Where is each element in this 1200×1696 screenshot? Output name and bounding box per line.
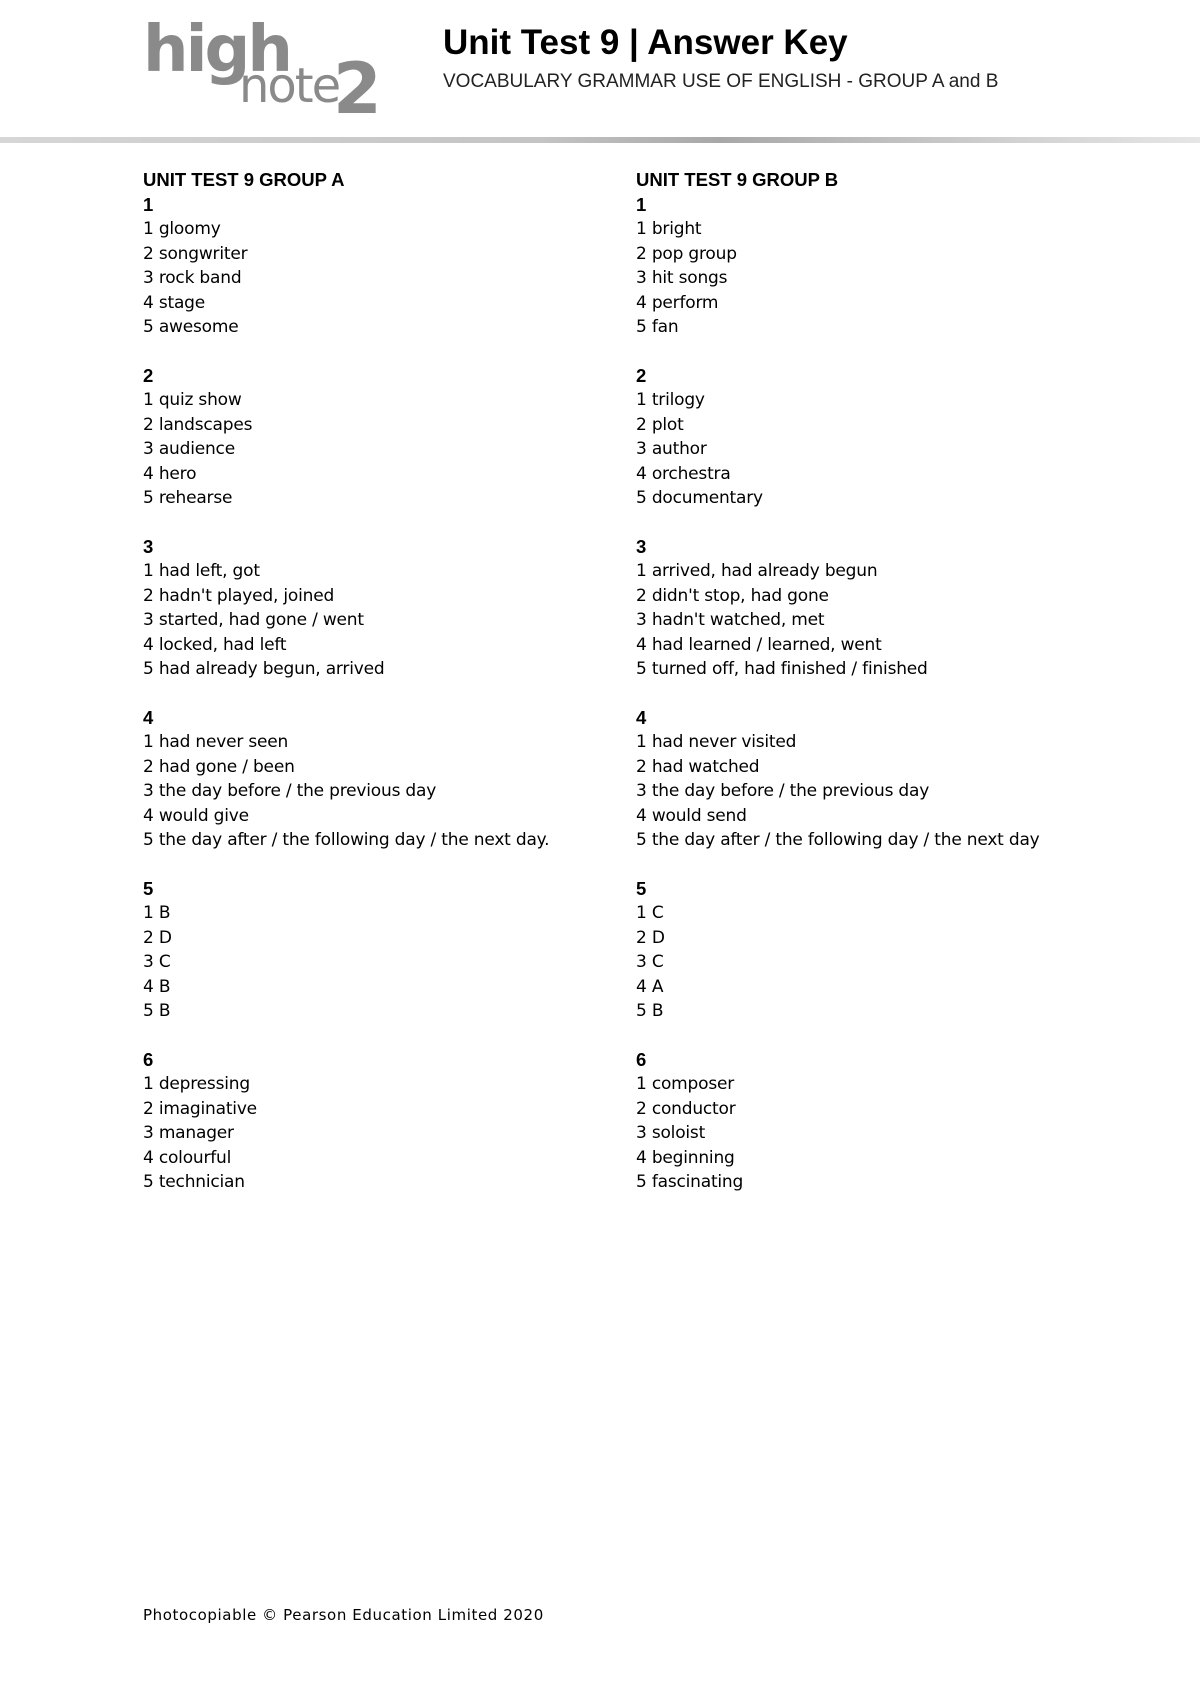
answer-item: 5 turned off, had finished / finished (636, 659, 928, 679)
answer-item: 1 depressing (143, 1074, 250, 1094)
answer-item: 1 gloomy (143, 219, 221, 239)
answer-item: 5 technician (143, 1172, 245, 1192)
answer-item: 3 started, had gone / went (143, 610, 364, 630)
answer-item: 1 had never visited (636, 732, 797, 752)
answer-section (143, 535, 623, 682)
answer-item: 3 soloist (636, 1123, 706, 1143)
answer-item: 5 B (636, 1001, 664, 1021)
answer-section (143, 1048, 623, 1195)
answer-item: 3 manager (143, 1123, 234, 1143)
answer-section (143, 877, 623, 1024)
answer-section (636, 877, 1116, 1024)
answer-section (636, 706, 1116, 853)
answer-item: 2 songwriter (143, 243, 248, 264)
group-heading: UNIT TEST 9 GROUP B (636, 169, 839, 190)
answer-item: 2 D (143, 927, 172, 948)
answer-item: 2 pop group (636, 243, 737, 264)
section-number: 3 (636, 535, 647, 557)
answer-item: 1 had never seen (143, 732, 289, 752)
answer-item: 1 C (636, 903, 664, 923)
section-number: 2 (636, 364, 647, 386)
answer-item: 2 D (636, 927, 665, 948)
answer-section (636, 535, 1116, 682)
logo-level-number: 2 (333, 48, 382, 130)
answer-section (636, 1048, 1116, 1195)
answer-item: 2 plot (636, 414, 684, 435)
answer-item: 2 hadn't played, joined (143, 585, 335, 606)
answer-item: 2 had watched (636, 756, 760, 777)
answer-item: 5 documentary (636, 488, 763, 508)
answer-item: 2 imaginative (143, 1098, 257, 1119)
answer-item: 4 beginning (636, 1147, 735, 1168)
answer-item: 3 author (636, 439, 707, 459)
answer-item: 2 had gone / been (143, 756, 295, 777)
answer-section (143, 706, 623, 853)
section-number: 3 (143, 535, 154, 557)
answer-item: 4 had learned / learned, went (636, 634, 882, 655)
answer-item: 2 conductor (636, 1098, 736, 1119)
answer-section (636, 364, 1116, 511)
group-b-column (636, 168, 1116, 1219)
answer-item: 4 hero (143, 463, 197, 484)
answer-item: 4 orchestra (636, 463, 731, 484)
answer-item: 4 locked, had left (143, 634, 287, 655)
answer-item: 5 had already begun, arrived (143, 659, 385, 679)
logo-word-note: note (239, 58, 340, 114)
page-title: Unit Test 9 | Answer Key (443, 23, 848, 62)
answer-item: 5 the day after / the following day / the next day (636, 830, 1040, 850)
answer-item: 5 rehearse (143, 488, 233, 508)
answer-section (143, 364, 623, 511)
answer-item: 1 trilogy (636, 390, 705, 410)
answer-item: 4 colourful (143, 1147, 232, 1168)
section-number: 6 (636, 1048, 647, 1070)
copyright-footer: Photocopiable © Pearson Education Limited 2020 (143, 1606, 544, 1624)
answer-item: 3 audience (143, 439, 235, 459)
group-a-column (143, 168, 623, 1219)
answer-item: 5 the day after / the following day / the next day. (143, 830, 550, 850)
answer-item: 3 hit songs (636, 268, 728, 288)
answer-section (143, 193, 623, 340)
header-divider (0, 137, 1200, 143)
answer-item: 2 didn't stop, had gone (636, 585, 829, 606)
group-heading: UNIT TEST 9 GROUP A (143, 169, 345, 190)
section-number: 4 (143, 706, 154, 728)
answer-item: 5 awesome (143, 317, 239, 337)
answer-item: 5 fan (636, 317, 679, 337)
answer-item: 4 would give (143, 805, 249, 826)
section-number: 5 (143, 877, 154, 899)
answer-item: 4 B (143, 976, 171, 997)
answer-item: 4 would send (636, 805, 747, 826)
answer-item: 4 stage (143, 292, 206, 313)
answer-item: 4 A (636, 976, 664, 997)
answer-item: 3 the day before / the previous day (636, 781, 930, 801)
answer-item: 3 rock band (143, 268, 242, 288)
section-number: 2 (143, 364, 154, 386)
highnote-logo (143, 13, 383, 130)
answer-item: 1 B (143, 903, 171, 923)
page-subtitle: VOCABULARY GRAMMAR USE OF ENGLISH - GROUP A and B (443, 71, 999, 92)
section-number: 1 (636, 193, 647, 215)
section-number: 6 (143, 1048, 154, 1070)
answer-item: 5 fascinating (636, 1172, 744, 1192)
answer-item: 3 C (143, 952, 171, 972)
answer-item: 1 quiz show (143, 390, 242, 410)
answer-item: 1 arrived, had already begun (636, 561, 878, 581)
answer-item: 1 composer (636, 1074, 735, 1094)
answer-section (636, 193, 1116, 340)
section-number: 5 (636, 877, 647, 899)
section-number: 1 (143, 193, 154, 215)
answer-item: 2 landscapes (143, 414, 253, 435)
section-number: 4 (636, 706, 647, 728)
answer-item: 5 B (143, 1001, 171, 1021)
answer-item: 1 had left, got (143, 561, 260, 581)
logo-word-high: high (143, 13, 290, 87)
answer-item: 3 hadn't watched, met (636, 610, 825, 630)
answer-item: 1 bright (636, 219, 702, 239)
answer-item: 3 the day before / the previous day (143, 781, 437, 801)
answer-item: 3 C (636, 952, 664, 972)
answer-item: 4 perform (636, 292, 719, 313)
